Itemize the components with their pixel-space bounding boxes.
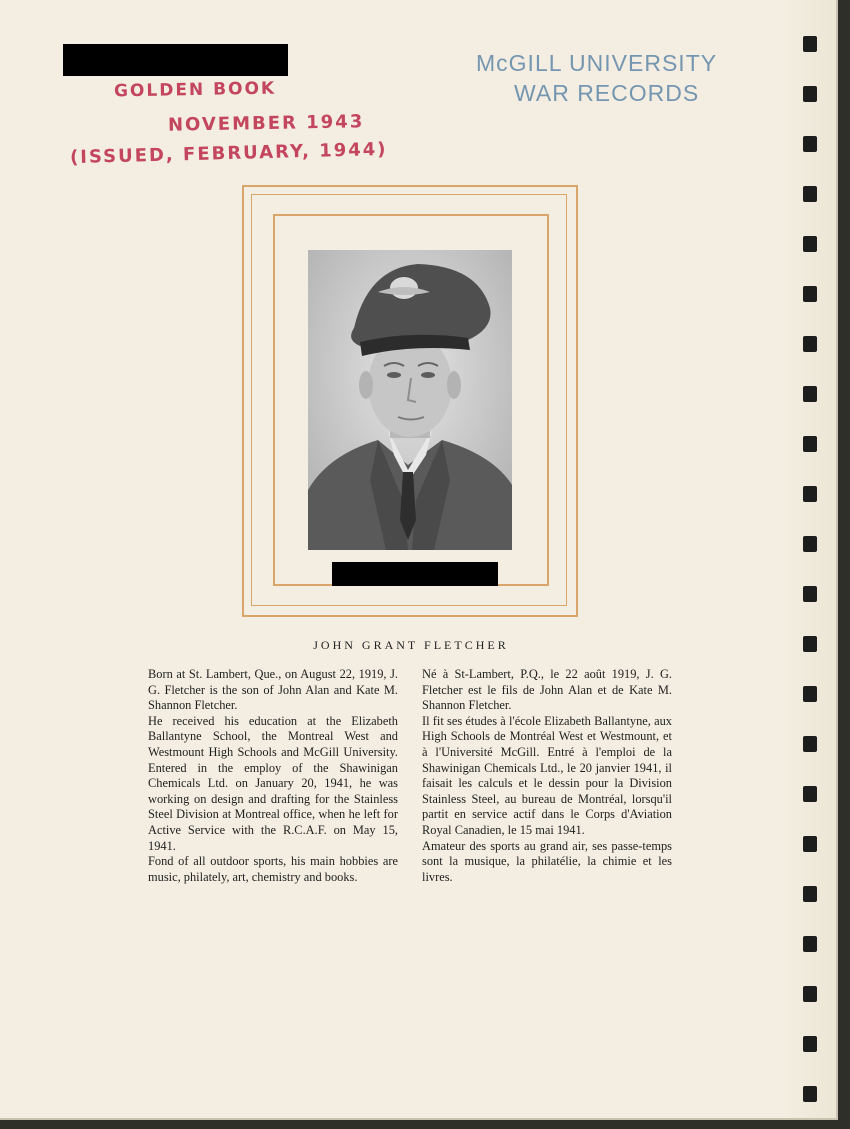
punch-hole: [803, 86, 817, 102]
english-biography: [148, 667, 398, 885]
stamp-war-records: WAR RECORDS: [514, 80, 700, 106]
punch-hole: [803, 1036, 817, 1052]
english-paragraph-1: Born at St. Lambert, Que., on August 22, 1919, J. G. Fletcher is the son of John Alan and Kate M. Shannon Fletcher.: [148, 667, 398, 713]
punch-hole: [803, 436, 817, 452]
french-paragraph-1: Né à St-Lambert, P.Q., le 22 août 1919, J. G. Fletcher est le fils de John Alan et de Kate M. Shannon Fletcher.: [422, 667, 672, 713]
punch-hole: [803, 486, 817, 502]
punch-hole: [803, 286, 817, 302]
punch-hole: [803, 586, 817, 602]
punch-hole: [803, 986, 817, 1002]
punch-hole: [803, 736, 817, 752]
redaction-bar-caption: [332, 562, 498, 586]
handwritten-golden-book: GOLDEN BOOK: [113, 78, 277, 102]
punch-hole: [803, 536, 817, 552]
punch-hole: [803, 236, 817, 252]
english-paragraph-3: Fond of all outdoor sports, his main hobbies are music, philately, art, chemistry and books.: [148, 854, 398, 884]
punch-hole: [803, 686, 817, 702]
punch-hole: [803, 886, 817, 902]
punch-hole: [803, 186, 817, 202]
punch-hole: [803, 36, 817, 52]
punch-hole: [803, 936, 817, 952]
handwritten-issued: (ISSUED, FEBRUARY, 1944): [69, 138, 388, 169]
punch-hole: [803, 786, 817, 802]
punch-hole: [803, 386, 817, 402]
portrait-photo: [308, 250, 512, 550]
punch-hole: [803, 336, 817, 352]
punch-hole: [803, 836, 817, 852]
french-paragraph-3: Amateur des sports au grand air, ses passe-temps sont la musique, la philatélie, la chimie et les livres.: [422, 838, 672, 884]
french-paragraph-2: Il fit ses études à l'école Elizabeth Ballantyne, aux High Schools de Montréal West et Westmount, et à l'Université McGill. Entré à l'emploi de la Shawinigan Chemicals Ltd., le 20 janvier 1941, il faisait les calculs et le dessin pour la Division Stainless Steel, au bureau de Montréal, lorsqu'il partit en service actif dans le Corps d'Aviation Royal Canadien, le 15 mai 1941.: [422, 713, 672, 837]
english-paragraph-2: He received his education at the Elizabeth Ballantyne School, the Montreal West and Westmount High Schools and McGill University. Entered in the employ of the Shawinigan Chemicals Ltd. on January 20, 1941, he was working on design and drafting for the Stainless Steel Division at Montreal office, when he left for Active Service with the R.C.A.F. on May 15, 1941.: [148, 713, 398, 853]
stamp-university: McGILL UNIVERSITY: [476, 50, 718, 76]
punch-hole: [803, 1086, 817, 1102]
redaction-bar-top: [63, 44, 288, 76]
punch-hole: [803, 136, 817, 152]
person-name: JOHN GRANT FLETCHER: [313, 638, 509, 652]
handwritten-date: NOVEMBER 1943: [167, 111, 365, 136]
portrait-illustration: [308, 250, 512, 550]
french-biography: [422, 667, 672, 885]
